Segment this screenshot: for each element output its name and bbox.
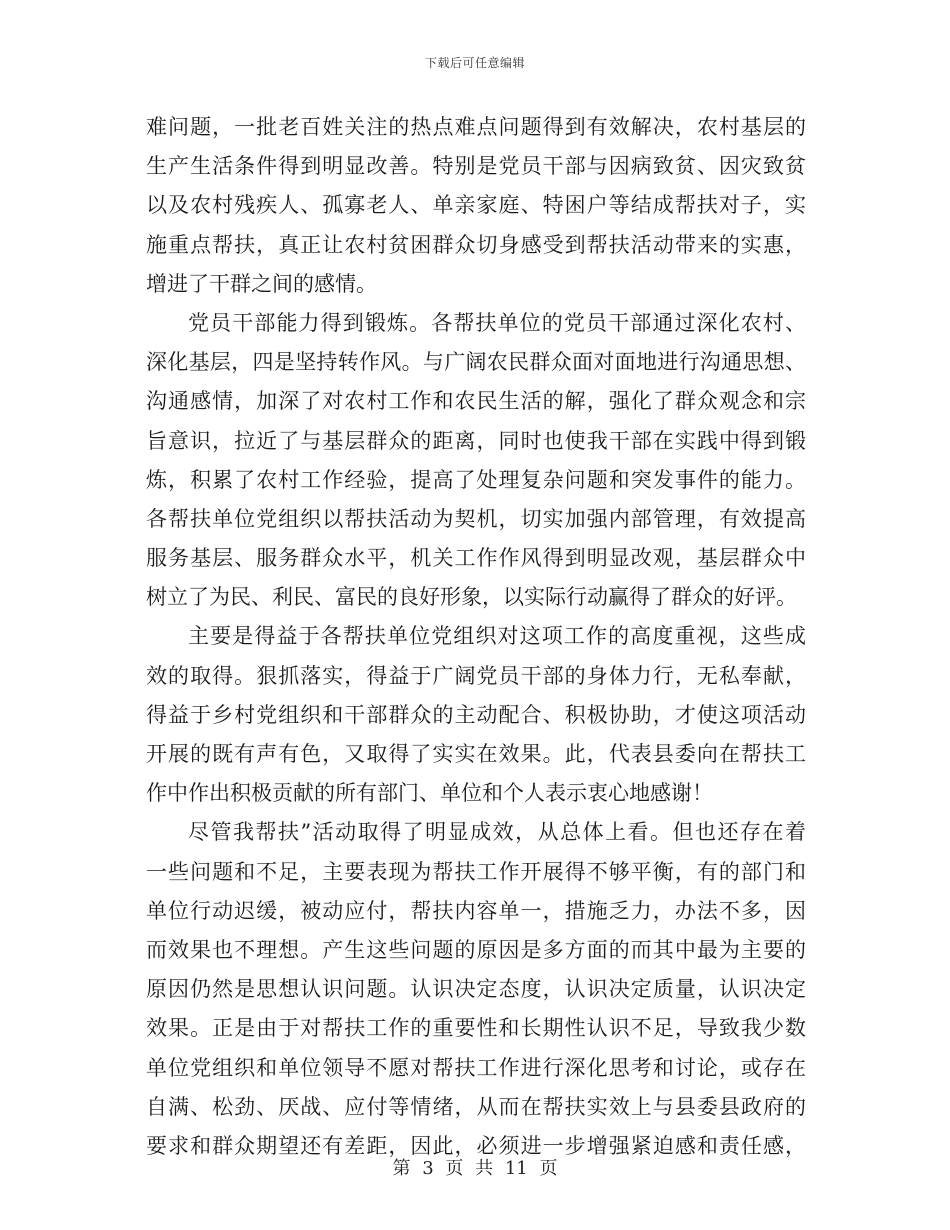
page-header: 下载后可任意编辑 [424, 56, 525, 70]
text-line: 沟通感情，加深了对农村工作和农民生活的解，强化了群众观念和宗 [146, 389, 806, 414]
text-line: 难问题，一批老百姓关注的热点难点问题得到有效解决，农村基层的 [146, 115, 806, 139]
text-line: 单位党组织和单位领导不愿对帮扶工作进行深化思考和讨论，或存在 [146, 1055, 806, 1080]
text-line: 服务基层、服务群众水平，机关工作作风得到明显改观，基层群众中 [146, 546, 806, 571]
text-line: 而效果也不理想。产生这些问题的原因是多方面的而其中最为主要的 [146, 937, 806, 962]
text-line: 单位行动迟缓，被动应付，帮扶内容单一，措施乏力，办法不多，因 [146, 898, 806, 923]
text-line: 效果。正是由于对帮扶工作的重要性和长期性认识不足，导致我少数 [146, 1016, 806, 1041]
text-line: 主要是得益于各帮扶单位党组织对这项工作的高度重视，这些成 [188, 624, 806, 649]
text-line: 炼，积累了农村工作经验，提高了处理复杂问题和突发事件的能力。 [146, 467, 806, 492]
text-line: 深化基层，四是坚持转作风。与广阔农民群众面对面地进行沟通思想、 [146, 350, 806, 375]
text-line: 生产生活条件得到明显改善。特别是党员干部与因病致贫、因灾致贫 [146, 154, 806, 179]
text-line: 树立了为民、利民、富民的良好形象，以实际行动赢得了群众的好评。 [146, 585, 797, 610]
text-line: 一些问题和不足，主要表现为帮扶工作开展得不够平衡，有的部门和 [146, 859, 806, 884]
text-line: 作中作出积极贡献的所有部门、单位和个人表示衷心地感谢！ [146, 781, 713, 806]
text-line: 自满、松劲、厌战、应付等情绪，从而在帮扶实效上与县委县政府的 [146, 1094, 806, 1119]
text-line: 原因仍然是思想认识问题。认识决定态度，认识决定质量，认识决定 [146, 977, 806, 1002]
text-line: 效的取得。狠抓落实，得益于广阔党员干部的身体力行，无私奉献， [146, 663, 806, 688]
text-line: 得益于乡村党组织和干部群众的主动配合、积极协助，才使这项活动 [146, 702, 806, 727]
text-line: 增进了干群之间的感情。 [146, 271, 377, 296]
text-line: 旨意识，拉近了与基层群众的距离，同时也使我干部在实践中得到锻 [146, 428, 806, 453]
text-line: 要求和群众期望还有差距，因此，必须进一步增强紧迫感和责任感， [146, 1133, 806, 1158]
text-line: 施重点帮扶，真正让农村贫困群众切身感受到帮扶活动带来的实惠， [146, 232, 806, 257]
text-line: 以及农村残疾人、孤寡老人、单亲家庭、特困户等结成帮扶对子，实 [146, 193, 806, 218]
text-line: 开展的既有声有色，又取得了实实在效果。此，代表县委向在帮扶工 [146, 742, 806, 766]
page-footer: 第 3 页 共 11 页 [392, 1158, 558, 1179]
body-text [146, 108, 806, 1166]
text-line: 尽管我帮扶”活动取得了明显成效，从总体上看。但也还存在着 [188, 820, 806, 845]
text-line: 党员干部能力得到锻炼。各帮扶单位的党员干部通过深化农村、 [188, 310, 806, 335]
text-line: 各帮扶单位党组织以帮扶活动为契机，切实加强内部管理，有效提高 [146, 506, 806, 531]
